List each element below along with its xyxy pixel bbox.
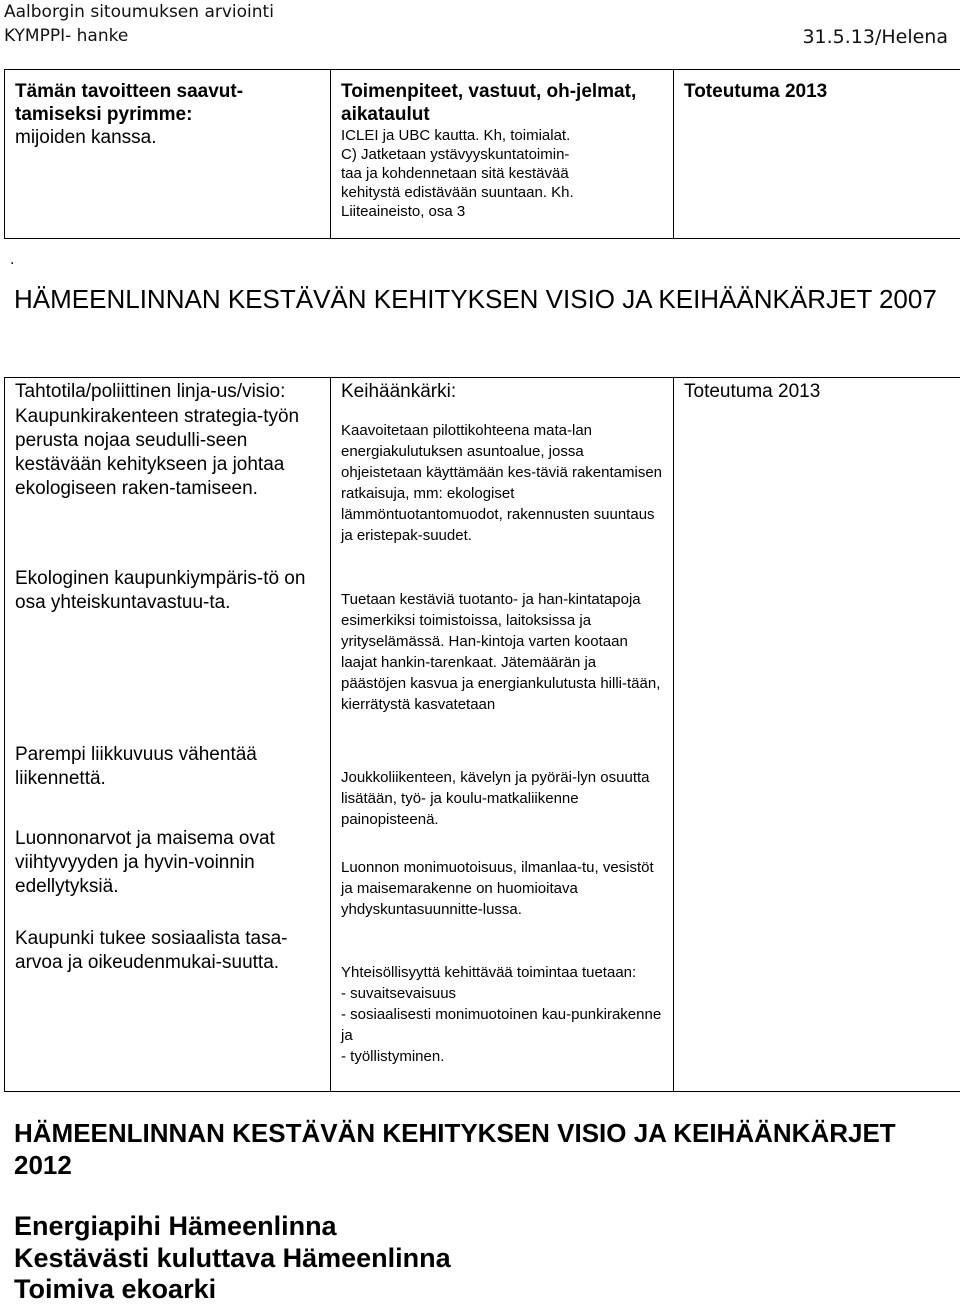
spearhead-column bbox=[331, 378, 674, 1092]
realization-cell bbox=[674, 70, 960, 239]
goal-text: mijoiden kanssa. bbox=[15, 126, 320, 149]
spearhead-item: Joukkoliikenteen, kävelyn ja pyöräi-lyn osuutta lisätään, työ- ja koulu-matkaliikenne painopisteenä. bbox=[341, 767, 663, 857]
realization-heading: Toteutuma 2013 bbox=[684, 80, 960, 104]
spearhead-item: Luonnon monimuotoisuus, ilmanlaa-tu, vesistöt ja maisemarakenne on huomioitava yhdyskuntasuunnitte-lussa. bbox=[341, 857, 663, 962]
vision-table bbox=[4, 377, 960, 1092]
spearhead-item: Yhteisöllisyyttä kehittävää toimintaa tuetaan: - suvaitsevaisuus - sosiaalisesti monimuotoinen kau-punkirakenne ja - työllistyminen. bbox=[341, 962, 663, 1067]
realization-heading: Toteutuma 2013 bbox=[684, 380, 960, 404]
spearhead-2012: Toimiva ekoarki bbox=[14, 1273, 216, 1305]
realization-column bbox=[674, 378, 960, 1092]
spearhead-2012: Energiapihi Hämeenlinna bbox=[14, 1210, 337, 1242]
vision-item: Kaupunki tukee sosiaalista tasa-arvoa ja oikeudenmukai-suutta. bbox=[15, 927, 320, 975]
heading-2012: HÄMEENLINNAN KESTÄVÄN KEHITYKSEN VISIO JA KEIHÄÄNKÄRJET 2012 bbox=[14, 1117, 944, 1181]
vision-item: Kaupunkirakenteen strategia-työn perusta nojaa seudulli-seen kestävään kehitykseen ja johtaa ekologiseen raken-tamiseen. bbox=[15, 405, 320, 555]
vision-column bbox=[5, 378, 331, 1092]
vision-item: Parempi liikkuvuus vähentää liikennettä. bbox=[15, 743, 320, 813]
measures-line: ICLEI ja UBC kautta. Kh, toimialat. bbox=[341, 126, 663, 145]
measures-line: C) Jatketaan ystävyyskuntatoimin- bbox=[341, 145, 663, 164]
measures-line: taa ja kohdennetaan sitä kestävää bbox=[341, 164, 663, 183]
vision-heading: Tahtotila/poliittinen linja-us/visio: bbox=[15, 380, 320, 404]
actions-table bbox=[4, 69, 960, 239]
document-title: Aalborgin sitoumuksen arviointi bbox=[4, 0, 274, 24]
heading-2007: HÄMEENLINNAN KESTÄVÄN KEHITYKSEN VISIO JA KEIHÄÄNKÄRJET 2007 bbox=[14, 283, 944, 315]
spearhead-item: Tuetaan kestäviä tuotanto- ja han-kintatapoja esimerkiksi toimistoissa, laitoksissa ja yrityselämässä. Han-kintoja varten kootaan laajat hankin-tarenkaat. Jätemäärän ja päästöjen kasvua ja energiankulutusta hilli-tään, kierrätystä kasvatetaan bbox=[341, 589, 663, 767]
vision-item: Ekologinen kaupunkiympäris-tö on osa yhteiskuntavastuu-ta. bbox=[15, 567, 320, 743]
project-name: KYMPPI- hanke bbox=[4, 24, 128, 48]
spearhead-item: Kaavoitetaan pilottikohteena mata-lan energiakulutuksen asuntoalue, jossa ohjeistetaan käyttämään kes-täviä rakentamisen ratkaisuja, mm: ekologiset lämmöntuotantomuodot, rakennusten suuntaus ja eristepak-suudet. bbox=[341, 420, 663, 590]
goal-heading: Tämän tavoitteen saavut-tamiseksi pyrimme: bbox=[15, 80, 320, 126]
spearhead-heading: Keihäänkärki: bbox=[341, 380, 663, 404]
section-dot: . bbox=[10, 251, 14, 269]
measures-line: Liiteaineisto, osa 3 bbox=[341, 202, 663, 221]
date-author: 31.5.13/Helena bbox=[802, 25, 948, 49]
measures-cell bbox=[331, 70, 674, 239]
vision-item: Luonnonarvot ja maisema ovat viihtyvyyden ja hyvin-voinnin edellytyksiä. bbox=[15, 827, 320, 927]
spearhead-2012: Kestävästi kuluttava Hämeenlinna bbox=[14, 1242, 451, 1274]
measures-heading: Toimenpiteet, vastuut, oh-jelmat, aikataulut bbox=[341, 80, 663, 126]
measures-line: kehitystä edistävään suuntaan. Kh. bbox=[341, 183, 663, 202]
goal-cell bbox=[5, 70, 331, 239]
